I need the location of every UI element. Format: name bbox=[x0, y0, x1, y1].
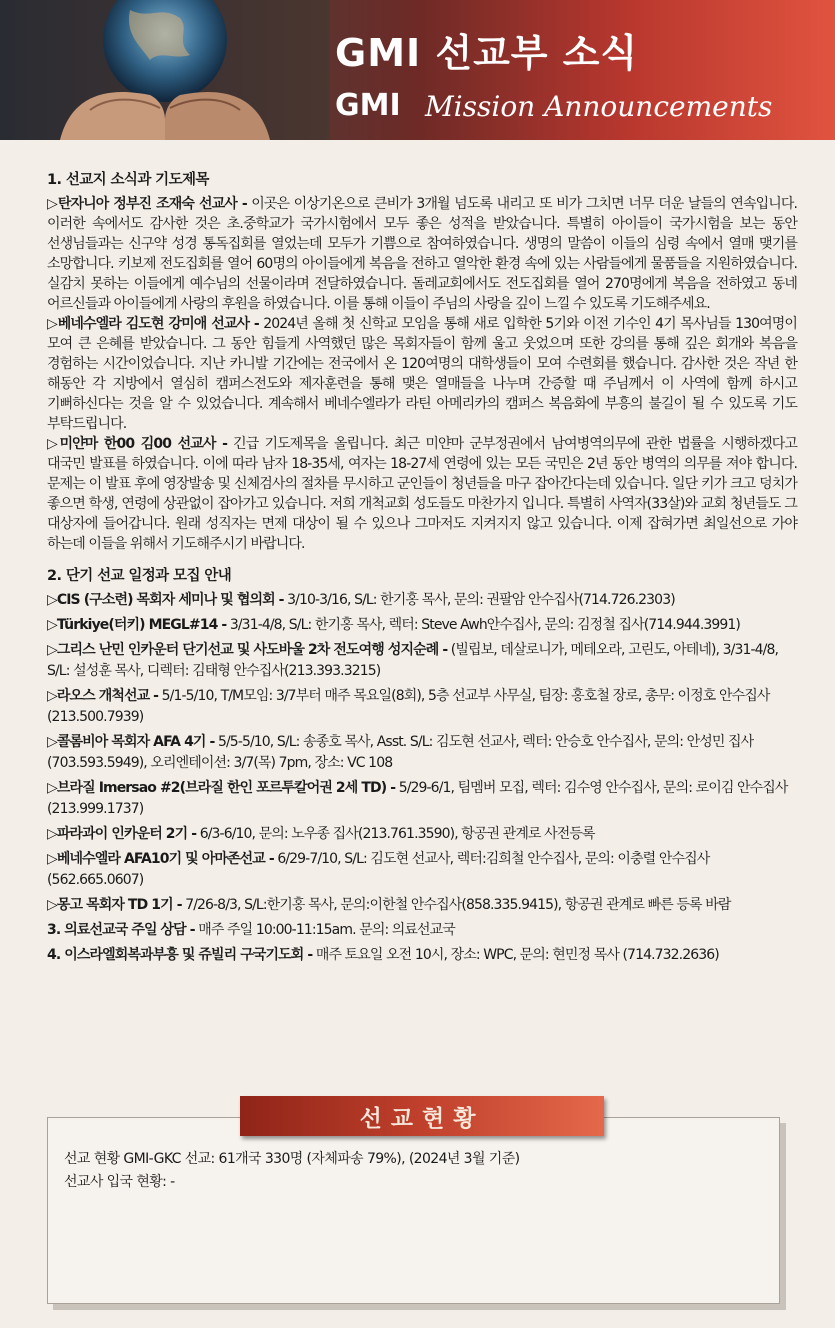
schedule-item bbox=[47, 615, 797, 636]
announcements-body bbox=[47, 170, 797, 970]
schedule-item bbox=[47, 640, 797, 682]
news-item-lead: ▷미얀마 한00 김00 선교사 - bbox=[47, 436, 228, 452]
schedule-item bbox=[47, 895, 797, 916]
page-title-korean: GMI 선교부 소식 bbox=[335, 31, 639, 75]
news-item-body: 이곳은 이상기온으로 큰비가 3개월 넘도록 내리고 또 비가 그치면 너무 더운 날들의 연속입니다. 이러한 속에서도 감사한 것은 초.중학교가 국가시험에서 모두 좋은 성적을 받았습니다. 특별히 아이들이 국가시험을 보는 동안 선생님들과는 신구약 성경 통독집회를 열었는데 모두가 기쁨으로 참여하였습니다. 생명의 말씀이 이들의 심령 속에서 열매 맺기를 소망합니다. 키보제 전도집회를 열어 60명의 아이들에게 복음을 전하고 열악한 환경 속에 있는 사람들에게 물품들을 지원하였습니다. 실감치 못하는 이들에게 예수님의 선물이라며 전달하였습니다. 돌레교회에서도 전도집회를 열어 270명에게 복음을 전하였고 동네 어르신들과 아이들에게 사랑의 후원을 하였습니다. 이를 통해 이들이 주님의 사랑을 깊이 느낄 수 있도록 기도해주세요. bbox=[47, 196, 797, 312]
schedule-item-body: 3/10-3/16, S/L: 한기홍 목사, 문의: 권팔암 안수집사(714.726.2303) bbox=[283, 592, 675, 608]
schedule-item-lead: ▷CIS (구소련) 목회자 세미나 및 협의회 - bbox=[47, 592, 284, 608]
news-item-body: 긴급 기도제목을 올립니다. 최근 미얀마 군부정권에서 남여병역의무에 관한 법률을 시행하겠다고 대국민 발표를 하였습니다. 이에 따라 남자 18-35세, 여자는 18-27세 연령에 있는 모든 국민은 2년 동안 병역의 의무를 져야 합니다. 문제는 이 발표 후에 영장발송 및 신체검사의 절차를 무시하고 군인들이 청년들을 마구 잡아간다는데 있습니다. 일단 키가 크고 덩치가 좋으면 학생, 연령에 상관없이 잡아가고 있습니다. 저희 개척교회 성도들도 마찬가지 입니다. 특별히 사역자(33살)와 교회 청년들도 그 대상자에 들어갑니다. 원래 성직자는 면제 대상이 될 수 있으나 그마저도 지켜지지 않고 있습니다. 이제 잡혀가면 최일선으로 가야 하는데 이들을 위해서 기도해주시기 바랍니다. bbox=[47, 436, 797, 552]
page-title-gmi: GMI bbox=[335, 88, 401, 123]
mission-status-box bbox=[47, 1117, 780, 1304]
schedule-item bbox=[47, 778, 797, 820]
schedule-item-lead: ▷베네수엘라 AFA10기 및 아마존선교 - bbox=[47, 851, 274, 867]
schedule-item-lead: ▷브라질 Imersao #2(브라질 한인 포르투칼어권 2세 TD) - bbox=[47, 780, 396, 796]
status-line-2: 선교사 입국 현황: - bbox=[64, 1174, 175, 1190]
section-4-body: 매주 토요일 오전 10시, 장소: WPC, 문의: 현민정 목사 (714.732.2636) bbox=[312, 947, 719, 963]
schedule-item bbox=[47, 686, 797, 728]
section-3-medical bbox=[47, 920, 797, 941]
section-3-lead: 3. 의료선교국 주일 상담 - bbox=[47, 922, 195, 938]
news-item-body: 2024년 올해 첫 신학교 모임을 통해 새로 입학한 5기와 이전 기수인 4기 목사님들 130여명이 모여 큰 은혜를 받았습니다. 그 동안 힘들게 사역했던 많은 목회자들이 함께 울고 웃었으며 또한 강의를 통해 깊은 회개와 복음을 경험하는 시간이었습니다. 지난 카니발 기간에는 전국에서 온 120여명의 대학생들이 모여 수련회를 했습니다. 감사한 것은 작년 한 해동안 각 지방에서 열심히 캠퍼스전도와 제자훈련을 통해 맺은 열매들을 나누며 간증할 때 주님께서 이 사역에 함께 하시고 기뻐하신다는 것을 알 수 있었습니다. 계속해서 베네수엘라가 라틴 아메리카의 캠퍼스 복음화에 부흥의 불길이 될 수 있도록 기도 부탁드립니다. bbox=[47, 316, 797, 432]
schedule-item-lead: ▷그리스 난민 인카운터 단기선교 및 사도바울 2차 전도여행 성지순례 - bbox=[47, 642, 448, 658]
section-4-lead: 4. 이스라엘회복과부흥 및 쥬빌리 구국기도회 - bbox=[47, 947, 313, 963]
schedule-item-body: (빌립보, 데살로니가, 메테오라, 고린도, 아테네), 3/31-4/8, S/L: 설성훈 목사, 디렉터: 김태형 안수집사(213.393.3215) bbox=[47, 642, 779, 679]
news-item bbox=[47, 434, 797, 554]
schedule-item-body: 7/26-8/3, S/L:한기홍 목사, 문의:이한철 안수집사(858.335.9415), 항공권 관계로 빠른 등록 바람 bbox=[181, 897, 731, 913]
news-item-lead: ▷베네수엘라 김도현 강미애 선교사 - bbox=[47, 316, 259, 332]
section-3-body: 매주 주일 10:00-11:15am. 문의: 의료선교국 bbox=[194, 922, 455, 938]
schedule-item-lead: ▷몽고 목회자 TD 1기 - bbox=[47, 897, 182, 913]
schedule-item-body: 6/29-7/10, S/L: 김도현 선교사, 렉터:김희철 안수집사, 문의: 이충렬 안수집사(562.665.0607) bbox=[47, 851, 710, 888]
section-2-title: 2. 단기 선교 일정과 모집 안내 bbox=[47, 568, 232, 584]
schedule-item-body: 5/29-6/1, 팀멤버 모집, 렉터: 김수영 안수집사, 문의: 로이김 안수집사(213.999.1737) bbox=[47, 780, 788, 817]
schedule-item bbox=[47, 590, 797, 611]
hands-holding-globe-image bbox=[0, 0, 330, 140]
mission-status-banner-label: 선교현황 bbox=[359, 1104, 485, 1132]
schedule-item-body: 5/1-5/10, T/M모임: 3/7부터 매주 목요일(8회), 5층 선교부 사무실, 팀장: 홍호철 장로, 총무: 이정호 안수집사(213.500.7939) bbox=[47, 688, 770, 725]
schedule-item-lead: ▷라오스 개척선교 - bbox=[47, 688, 159, 704]
news-item bbox=[47, 194, 797, 314]
news-item bbox=[47, 314, 797, 434]
schedule-item-lead: ▷콜롬비아 목회자 AFA 4기 - bbox=[47, 734, 215, 750]
status-line-1: 선교 현황 GMI-GKC 선교: 61개국 330명 (자체파송 79%), (2024년 3월 기준) bbox=[64, 1151, 520, 1167]
schedule-item-body: 5/5-5/10, S/L: 송종호 목사, Asst. S/L: 김도현 선교사, 렉터: 안승호 안수집사, 문의: 안성민 집사(703.593.5949), 오리엔테이션: 3/7(목) 7pm, 장소: VC 108 bbox=[47, 734, 754, 771]
news-item-lead: ▷탄자니아 정부진 조재숙 선교사 - bbox=[47, 196, 247, 212]
schedule-item-lead: ▷Türkiye(터키) MEGL#14 - bbox=[47, 617, 227, 633]
mission-status-banner bbox=[240, 1096, 604, 1136]
schedule-item bbox=[47, 824, 797, 845]
schedule-item bbox=[47, 732, 797, 774]
section-4-prayer bbox=[47, 945, 797, 966]
schedule-item-lead: ▷파라과이 인카운터 2기 - bbox=[47, 826, 197, 842]
section-1-title: 1. 선교지 소식과 기도제목 bbox=[47, 172, 209, 188]
schedule-item-body: 3/31-4/8, S/L: 한기홍 목사, 렉터: Steve Awh안수집사, 문의: 김정철 집사(714.944.3991) bbox=[226, 617, 740, 633]
schedule-item bbox=[47, 849, 797, 891]
schedule-item-body: 6/3-6/10, 문의: 노우종 집사(213.761.3590), 항공권 관계로 사전등록 bbox=[196, 826, 595, 842]
header-banner bbox=[0, 0, 835, 140]
page-title-english: Mission Announcements bbox=[425, 90, 773, 123]
